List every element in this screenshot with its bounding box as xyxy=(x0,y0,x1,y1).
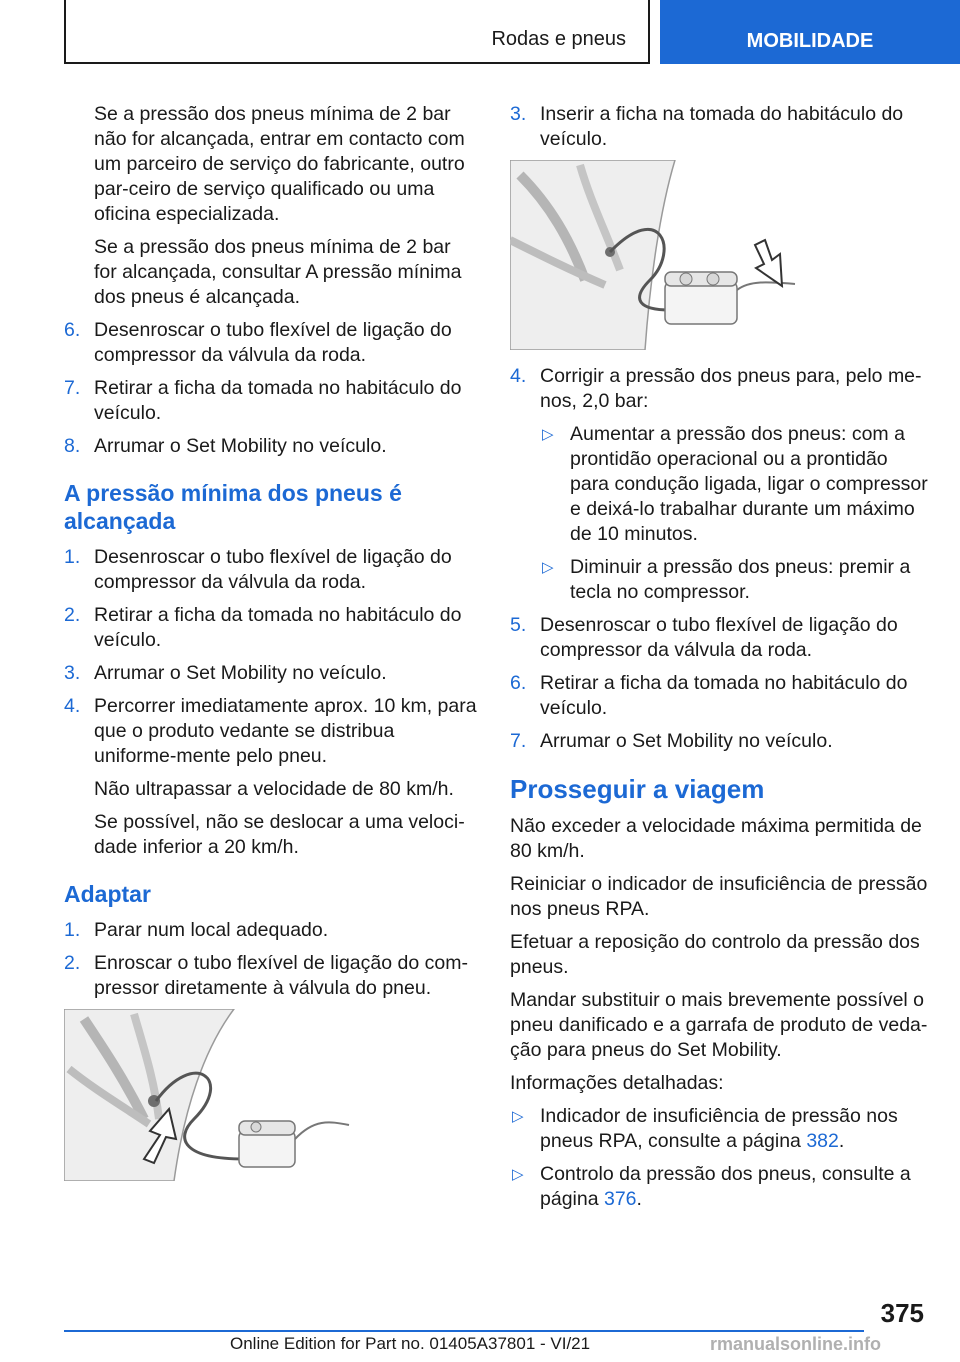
step-number: 8. xyxy=(64,435,81,457)
step-item xyxy=(510,729,930,754)
step-text: Retirar a ficha da tomada no habitáculo do veículo. xyxy=(94,604,462,651)
paragraph: Informações detalhadas: xyxy=(510,1072,724,1094)
step-item xyxy=(64,434,478,459)
bullet-item xyxy=(510,422,930,547)
step-text: Corrigir a pressão dos pneus para, pelo me-nos, 2,0 bar: xyxy=(540,365,922,412)
step-item xyxy=(64,545,478,595)
step-text: Desenroscar o tubo flexível de ligação do compressor da válvula da roda. xyxy=(94,319,452,366)
chapter-tab[interactable] xyxy=(660,0,960,64)
section-heading-minimum-pressure: A pressão mínima dos pneus é alcançada xyxy=(64,480,402,534)
step-item xyxy=(510,364,930,414)
step-item xyxy=(64,918,478,943)
bullet-text: Aumentar a pressão dos pneus: com a prontidão operacional ou a prontidão para condução ligada, ligar o compressor e deixá-lo trabalhar durante um máximo de 10 minutos. xyxy=(570,423,928,545)
plug-socket-illustration xyxy=(510,160,810,350)
reference-item xyxy=(510,1162,930,1212)
paragraph: Reiniciar o indicador de insuficiência de pressão nos pneus RPA. xyxy=(510,873,928,920)
triangle-right-icon: ▷ xyxy=(542,559,554,576)
step-item xyxy=(64,318,478,368)
section-heading-adapt: Adaptar xyxy=(64,881,151,907)
step-text: Arrumar o Set Mobility no veículo. xyxy=(540,730,833,752)
step-item xyxy=(510,613,930,663)
step-text: Enroscar o tubo flexível de ligação do com-pressor diretamente à válvula do pneu. xyxy=(94,952,468,999)
step-number: 3. xyxy=(510,103,527,125)
step-item xyxy=(64,376,478,426)
step-number: 7. xyxy=(64,377,81,399)
step-text: Desenroscar o tubo flexível de ligação do compressor da válvula da roda. xyxy=(94,546,452,593)
step-number: 1. xyxy=(64,546,81,568)
step-number: 6. xyxy=(64,319,81,341)
edition-info: Online Edition for Part no. 01405A37801 - VI/21 xyxy=(230,1334,591,1353)
section-title: Rodas e pneus xyxy=(491,28,626,50)
step-item xyxy=(64,603,478,653)
reference-period: . xyxy=(636,1188,642,1210)
triangle-right-icon: ▷ xyxy=(512,1108,524,1125)
step-text: Retirar a ficha da tomada no habitáculo do veículo. xyxy=(540,672,908,719)
step-item xyxy=(64,661,478,686)
step-item xyxy=(510,102,930,152)
reference-period: . xyxy=(838,1130,845,1152)
page-number: 375 xyxy=(880,1298,924,1328)
paragraph: Efetuar a reposição do controlo da pressão dos pneus. xyxy=(510,931,920,978)
step-text: Parar num local adequado. xyxy=(94,919,329,941)
step-number: 2. xyxy=(64,952,81,974)
paragraph: Não exceder a velocidade máxima permitida de 80 km/h. xyxy=(510,815,922,862)
page-link-382[interactable]: 382 xyxy=(806,1130,839,1152)
reference-item xyxy=(510,1104,930,1154)
compressor-valve-illustration xyxy=(64,1009,364,1181)
header-frame xyxy=(64,0,650,64)
triangle-right-icon: ▷ xyxy=(512,1166,524,1183)
reference-text: Controlo da pressão dos pneus, consulte a página xyxy=(540,1163,911,1210)
chapter-title: MOBILIDADE xyxy=(746,29,874,52)
step-text: Arrumar o Set Mobility no veículo. xyxy=(94,435,387,457)
step-text: Inserir a ficha na tomada do habitáculo do veículo. xyxy=(540,103,904,150)
step-text: Arrumar o Set Mobility no veículo. xyxy=(94,662,387,684)
paragraph: Mandar substituir o mais brevemente possível o pneu danificado e a garrafa de produto de veda-ção para pneus do Set Mobility. xyxy=(510,989,928,1061)
section-heading-continue-journey: Prosseguir a viagem xyxy=(510,774,765,804)
right-column xyxy=(510,102,930,1220)
step-number: 7. xyxy=(510,730,527,752)
intro-paragraph-1: Se a pressão dos pneus mínima de 2 bar não for alcançada, entrar em contacto com um parceiro de serviço do fabricante, outro par-ceiro de serviço qualificado ou uma oficina especializada. xyxy=(94,103,465,225)
step-item xyxy=(64,951,478,1001)
triangle-right-icon: ▷ xyxy=(542,426,554,443)
step-text: Desenroscar o tubo flexível de ligação do compressor da válvula da roda. xyxy=(540,614,898,661)
step-number: 5. xyxy=(510,614,527,636)
speed-note-1: Não ultrapassar a velocidade de 80 km/h. xyxy=(94,778,454,800)
left-column xyxy=(64,102,478,1195)
step-number: 4. xyxy=(510,365,527,387)
step-number: 4. xyxy=(64,695,81,717)
step-text: Retirar a ficha da tomada no habitáculo do veículo. xyxy=(94,377,462,424)
page-link-376[interactable]: 376 xyxy=(603,1188,637,1210)
step-number: 3. xyxy=(64,662,81,684)
step-number: 6. xyxy=(510,672,527,694)
step-text: Percorrer imediatamente aprox. 10 km, para que o produto vedante se distribua uniforme-mente pelo pneu. xyxy=(94,695,477,767)
step-item xyxy=(64,694,478,769)
speed-note-2: Se possível, não se deslocar a uma veloci-dade inferior a 20 km/h. xyxy=(94,811,465,858)
footer-rule xyxy=(64,1330,864,1332)
bullet-item xyxy=(510,555,930,605)
reference-text: Indicador de insuficiência de pressão nos pneus RPA, consulte a página xyxy=(540,1105,898,1152)
watermark: rmanualsonline.info xyxy=(710,1334,882,1354)
intro-paragraph-2: Se a pressão dos pneus mínima de 2 bar for alcançada, consultar A pressão mínima dos pneus é alcançada. xyxy=(94,236,462,308)
step-item xyxy=(510,671,930,721)
bullet-text: Diminuir a pressão dos pneus: premir a tecla no compressor. xyxy=(570,556,911,603)
step-number: 2. xyxy=(64,604,81,626)
step-number: 1. xyxy=(64,919,81,941)
